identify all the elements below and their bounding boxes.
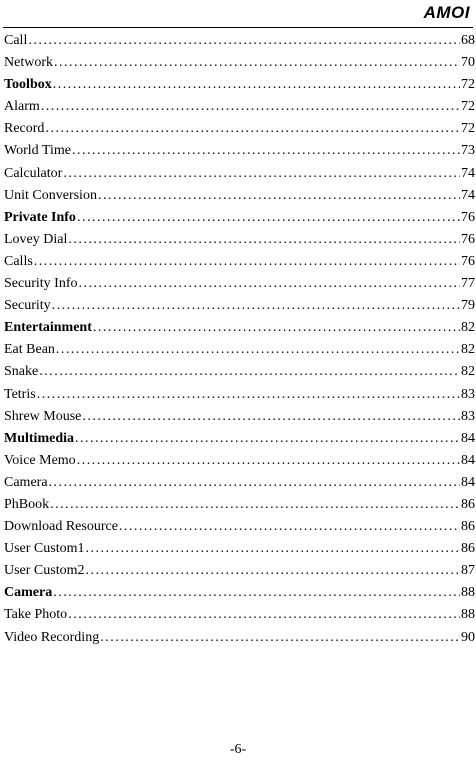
toc-entry-page: 74 xyxy=(461,187,475,203)
toc-dot-leader xyxy=(100,627,460,649)
toc-entry-page: 86 xyxy=(461,541,475,557)
toc-entry-page: 84 xyxy=(461,430,475,446)
toc-entry-title: Lovey Dial xyxy=(4,231,68,247)
toc-entry xyxy=(4,538,475,560)
toc-entry xyxy=(4,251,475,273)
toc-entry-title: Alarm xyxy=(4,99,40,115)
toc-section-heading xyxy=(4,428,475,450)
toc-dot-leader xyxy=(72,140,460,162)
toc-dot-leader xyxy=(78,273,460,295)
toc-entry xyxy=(4,384,475,406)
toc-dot-leader xyxy=(93,317,460,339)
toc-entry xyxy=(4,627,475,649)
toc-entry xyxy=(4,406,475,428)
toc-entry-title: Download Resource xyxy=(4,519,118,535)
toc-entry-title: Network xyxy=(4,55,53,71)
toc-dot-leader xyxy=(77,207,460,229)
toc-entry xyxy=(4,185,475,207)
toc-dot-leader xyxy=(119,516,460,538)
header-rule xyxy=(3,27,473,28)
toc-entry xyxy=(4,140,475,162)
toc-entry xyxy=(4,295,475,317)
toc-dot-leader xyxy=(86,560,461,582)
amoi-logo: AMOI xyxy=(423,3,470,22)
toc-entry-title: Camera xyxy=(4,585,53,601)
toc-entry-title: Snake xyxy=(4,364,39,380)
toc-entry-page: 76 xyxy=(461,231,475,247)
toc-entry-title: Record xyxy=(4,121,45,137)
toc-entry-title: Camera xyxy=(4,474,48,490)
toc-entry xyxy=(4,96,475,118)
toc-entry xyxy=(4,494,475,516)
page-number: -6- xyxy=(229,742,247,757)
toc-entry-title: Tetris xyxy=(4,386,36,402)
toc-entry-page: 88 xyxy=(461,585,475,601)
toc-dot-leader xyxy=(53,582,460,604)
toc-entry-title: Security xyxy=(4,298,51,314)
toc-entry-page: 70 xyxy=(461,55,475,71)
toc-entry-title: Eat Bean xyxy=(4,342,55,358)
toc-entry xyxy=(4,273,475,295)
toc-entry-page: 82 xyxy=(461,320,475,336)
toc-dot-leader xyxy=(54,52,460,74)
toc-dot-leader xyxy=(68,229,460,251)
toc-entry xyxy=(4,163,475,185)
toc-entry-page: 90 xyxy=(461,629,475,645)
toc-dot-leader xyxy=(53,74,460,96)
toc-dot-leader xyxy=(41,96,460,118)
toc-entry-title: Take Photo xyxy=(4,607,68,623)
toc-entry-title: Calculator xyxy=(4,165,63,181)
toc-entry-title: Multimedia xyxy=(4,430,74,446)
toc-dot-leader xyxy=(63,163,460,185)
toc-entry-title: Security Info xyxy=(4,276,78,292)
toc-entry-title: World Time xyxy=(4,143,71,159)
toc-entry xyxy=(4,472,475,494)
toc-entry-page: 82 xyxy=(461,342,475,358)
toc-dot-leader xyxy=(56,339,460,361)
toc-entry-page: 73 xyxy=(461,143,475,159)
toc-entry-title: Entertainment xyxy=(4,320,92,336)
toc-section-heading xyxy=(4,582,475,604)
toc-entry-title: Video Recording xyxy=(4,629,100,645)
toc-dot-leader xyxy=(50,494,460,516)
toc-entry-page: 83 xyxy=(461,408,475,424)
toc-entry-page: 72 xyxy=(461,77,475,93)
toc-dot-leader xyxy=(52,295,460,317)
toc-entry-page: 74 xyxy=(461,165,475,181)
toc-entry-page: 83 xyxy=(461,386,475,402)
toc-entry-page: 77 xyxy=(461,276,475,292)
table-of-contents xyxy=(4,30,475,649)
toc-entry-page: 87 xyxy=(461,563,475,579)
toc-dot-leader xyxy=(75,428,460,450)
toc-dot-leader xyxy=(68,604,460,626)
toc-entry-title: PhBook xyxy=(4,496,50,512)
toc-section-heading xyxy=(4,317,475,339)
toc-entry-title: Voice Memo xyxy=(4,452,76,468)
toc-entry-page: 82 xyxy=(461,364,475,380)
toc-entry-title: Toolbox xyxy=(4,77,52,93)
toc-entry xyxy=(4,361,475,383)
toc-dot-leader xyxy=(28,30,460,52)
toc-dot-leader xyxy=(77,450,460,472)
toc-entry-page: 68 xyxy=(461,33,475,48)
toc-dot-leader xyxy=(49,472,460,494)
toc-entry xyxy=(4,229,475,251)
toc-entry xyxy=(4,516,475,538)
toc-entry xyxy=(4,560,475,582)
toc-dot-leader xyxy=(39,361,460,383)
toc-entry-page: 86 xyxy=(461,519,475,535)
toc-entry-title: User Custom2 xyxy=(4,563,85,579)
toc-entry xyxy=(4,339,475,361)
toc-dot-leader xyxy=(82,406,460,428)
toc-section-heading xyxy=(4,207,475,229)
toc-entry-page: 72 xyxy=(461,121,475,137)
toc-entry-title: User Custom1 xyxy=(4,541,85,557)
toc-dot-leader xyxy=(86,538,461,560)
toc-entry-page: 76 xyxy=(461,253,475,269)
toc-entry-page: 76 xyxy=(461,209,475,225)
toc-entry-page: 72 xyxy=(461,99,475,115)
toc-entry xyxy=(4,450,475,472)
toc-entry xyxy=(4,604,475,626)
toc-dot-leader xyxy=(45,118,460,140)
toc-dot-leader xyxy=(98,185,460,207)
toc-entry xyxy=(4,52,475,74)
toc-entry-title: Calls xyxy=(4,253,33,269)
toc-dot-leader xyxy=(37,384,460,406)
toc-entry-page: 84 xyxy=(461,474,475,490)
toc-entry-page: 84 xyxy=(461,452,475,468)
toc-entry-title: Shrew Mouse xyxy=(4,408,82,424)
toc-entry-title: Unit Conversion xyxy=(4,187,97,203)
toc-entry-page: 79 xyxy=(461,298,475,314)
toc-entry-title: Call xyxy=(4,33,28,48)
toc-entry-page: 88 xyxy=(461,607,475,623)
toc-entry-title: Private Info xyxy=(4,209,76,225)
toc-entry xyxy=(4,30,475,52)
toc-entry xyxy=(4,118,475,140)
toc-entry-page: 86 xyxy=(461,496,475,512)
toc-dot-leader xyxy=(34,251,460,273)
toc-section-heading xyxy=(4,74,475,96)
